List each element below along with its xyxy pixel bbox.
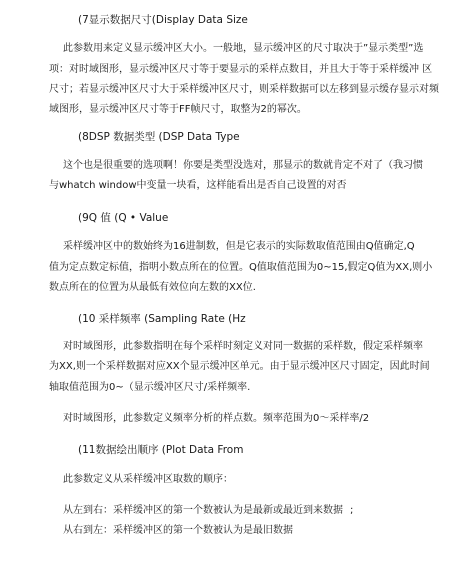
section-10-heading: (10 采样频率 (Sampling Rate (Hz [78, 313, 246, 325]
frequency-note-line: 对时域图形，此参数定义频率分析的样点数。频率范围为0～采样率/2 [63, 413, 370, 424]
section-11-line-2: 从左到右：采样缓冲区的第一个数被认为是最新或最近到来数据 [63, 505, 343, 516]
section-9-line-3: 数点所在的位置为从最低有效位向左数的XX位. [49, 282, 256, 293]
section-8-heading: (8DSP 数据类型 (DSP Data Type [78, 131, 240, 143]
section-9-line-1: 采样缓冲区中的数始终为16进制数，但是它表示的实际数取值范围由Q值确定,Q [63, 241, 415, 252]
section-7-line-2: 项：对时域图形，显示缓冲区尺寸等于要显示的采样点数目，并且大于等于采样缓冲 区 [49, 64, 433, 75]
stray-semicolon: ; [350, 505, 354, 516]
section-10-line-3: 轴取值范围为0~（显示缓冲区尺寸/采样频率. [49, 382, 251, 393]
section-10-line-1: 对时域图形，此参数指明在每个采样时刻定义对同一数据的采样数，假定采样频率 [63, 341, 423, 352]
section-7-line-4: 域图形，显示缓冲区尺寸等于FF帧尺寸，取整为2的幂次。 [49, 104, 307, 115]
section-11-heading: (11数据绘出顺序 (Plot Data From [78, 444, 244, 456]
section-11-line-3: 从右到左：采样缓冲区的第一个数被认为是最旧数据 [63, 525, 293, 536]
section-10-line-2: 为XX,则一个采样数据对应XX个显示缓冲区单元。由于显示缓冲区尺寸固定，因此时间 [49, 361, 430, 372]
section-7-heading: (7显示数据尺寸(Display Data Size [78, 14, 248, 26]
section-7-line-1: 此参数用来定义显示缓冲区大小。一般地，显示缓冲区的尺寸取决于”显示类型”选 [63, 43, 424, 54]
section-11-line-1: 此参数定义从采样缓冲区取数的顺序： [63, 474, 233, 485]
section-9-heading: (9Q 值 (Q • Value [78, 212, 169, 224]
section-8-line-2: 与whatch window中变量一块看，这样能看出是否自己设置的对否 [49, 180, 347, 191]
section-7-line-3: 尺寸；若显示缓冲区尺寸大于采样缓冲区尺寸，则采样数据可以左移到显示缓存显示对频 [49, 84, 439, 95]
section-9-line-2: 值为定点数定标值，指明小数点所在的位置。Q值取值范围为0~15,假定Q值为XX,则小 [49, 262, 433, 273]
section-8-line-1: 这个也是很重要的选项啊！你要是类型没选对，那显示的数就肯定不对了（我习惯 [63, 160, 423, 171]
